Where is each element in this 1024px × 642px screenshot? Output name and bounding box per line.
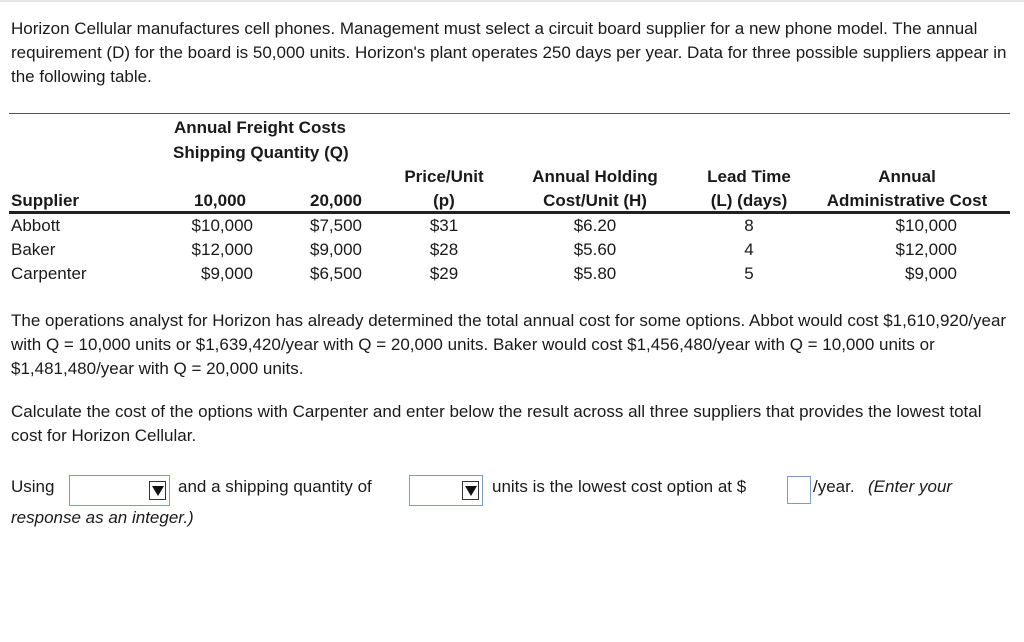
row-price: $29 <box>429 264 459 283</box>
intro-paragraph: Horizon Cellular manufactures cell phones. Management must select a circuit board supplier for a new phone model. The annual requirement (D) for the board is 50,000 units. Horizon's plant operates 250 days per year. Data for three possible suppliers appear in the following table. <box>11 19 1007 86</box>
header-holding-1: Annual Holding <box>532 167 658 186</box>
row-holding: $5.60 <box>573 240 617 259</box>
cost-input[interactable] <box>787 476 811 504</box>
quantity-dropdown[interactable] <box>409 475 483 506</box>
dropdown-arrow-icon[interactable] <box>462 481 479 500</box>
row-supplier: Baker <box>11 240 56 259</box>
row-q20000: $9,000 <box>310 240 362 259</box>
top-rule <box>0 0 1024 2</box>
answer-shipping-text: and a shipping quantity of <box>178 477 372 496</box>
header-price-1: Price/Unit <box>404 167 484 186</box>
header-holding-2: Cost/Unit (H) <box>543 191 647 210</box>
header-lead-2: (L) (days) <box>710 191 788 210</box>
answer-hint-1: (Enter your <box>868 477 953 496</box>
answer-sentence <box>11 475 1011 527</box>
row-q20000: $7,500 <box>310 216 362 235</box>
group-header-shipping-quantity: Shipping Quantity (Q) <box>173 143 349 162</box>
row-q10000: $9,000 <box>201 264 253 283</box>
row-supplier: Carpenter <box>11 264 87 283</box>
row-holding: $6.20 <box>573 216 617 235</box>
table-top-rule <box>9 113 1010 114</box>
header-q20000: 20,000 <box>310 191 362 210</box>
row-admin: $12,000 <box>895 240 957 259</box>
header-admin-2: Administrative Cost <box>826 191 988 210</box>
header-admin-1: Annual <box>878 167 936 186</box>
row-price: $31 <box>429 216 459 235</box>
row-price: $28 <box>429 240 459 259</box>
ops-paragraph: The operations analyst for Horizon has already determined the total annual cost for some options. Abbot would cost $1,610,920/year with Q = 10,000 units or $1,639,420/year with Q = 20,000 units. Baker would cost $1,456,480/year with Q = 10,000 units or $1,481,480/year with Q = 20,000 units. <box>11 311 1007 378</box>
header-lead-1: Lead Time <box>707 167 791 186</box>
header-supplier: Supplier <box>11 191 80 210</box>
dropdown-arrow-icon[interactable] <box>149 481 166 500</box>
header-price-2: (p) <box>433 191 455 210</box>
row-supplier: Abbott <box>11 216 61 235</box>
supplier-table <box>0 113 1010 293</box>
row-q20000: $6,500 <box>310 264 362 283</box>
row-lead: 8 <box>744 216 754 235</box>
header-q10000: 10,000 <box>194 191 246 210</box>
supplier-dropdown[interactable] <box>69 475 170 506</box>
answer-lowest-text: units is the lowest cost option at $ <box>492 477 747 496</box>
row-admin: $10,000 <box>895 216 957 235</box>
row-holding: $5.80 <box>573 264 617 283</box>
answer-per-year-text: /year. <box>813 477 855 496</box>
row-lead: 5 <box>744 264 754 283</box>
row-admin: $9,000 <box>905 264 957 283</box>
group-header-freight: Annual Freight Costs <box>174 118 346 137</box>
calc-paragraph: Calculate the cost of the options with Carpenter and enter below the result across all three suppliers that provides the lowest total cost for Horizon Cellular. <box>11 402 982 445</box>
answer-using-text: Using <box>11 477 55 496</box>
row-q10000: $12,000 <box>191 240 253 259</box>
answer-hint-2: response as an integer.) <box>11 508 194 527</box>
row-lead: 4 <box>744 240 754 259</box>
row-q10000: $10,000 <box>191 216 253 235</box>
